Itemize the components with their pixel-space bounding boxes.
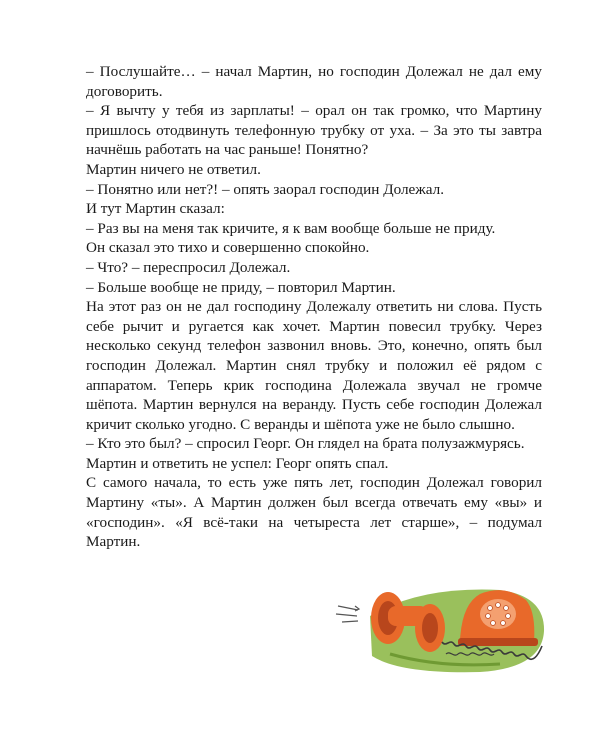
paragraph-5: И тут Мартин сказал: — [86, 200, 225, 218]
paragraph-4: – Понятно или нет?! – опять заорал господин Долежал. — [86, 180, 445, 198]
telephone-off-hook-icon — [330, 576, 550, 676]
paragraph-2: – Я вычту у тебя из зарплаты! – орал он так громко, что Мартину пришлось отодвинуть телефонную трубку от уха. – За это ты завтра начнёшь работать на час раньше! Понятно? — [86, 102, 542, 159]
paragraph-11: – Кто это был? – спросил Георг. Он глядел на брата полузажмурясь. — [86, 435, 525, 453]
paragraph-12: Мартин и ответить не успел: Георг опять спал. — [86, 454, 389, 472]
paragraph-10: На этот раз он не дал господину Долежалу ответить ни слова. Пусть себе рычит и ругается как хочет. Мартин повесил трубку. Через несколько секунд телефон зазвонил вновь. Это, конечно, опять был господин Долежал. Мартин снял трубку и положил её рядом с аппаратом. Теперь крик господина Долежала звучал не громче шёпота. Мартин вернулся на веранду. Пусть себе господин Долежал кричит сколько угодно. С веранды и шёпота уже не было слышно. — [86, 298, 542, 433]
paragraph-7: Он сказал это тихо и совершенно спокойно. — [86, 239, 370, 257]
sound-lines — [336, 606, 359, 622]
paragraph-6: – Раз вы на меня так кричите, я к вам вообще больше не приду. — [86, 219, 496, 237]
paragraph-13: С самого начала, то есть уже пять лет, господин Долежал говорил Мартину «ты». А Мартин должен был всегда отвечать ему «вы» и «господин». «Я всё-таки на четыреста лет старше», – подумал Мартин. — [86, 474, 542, 551]
story-text — [86, 62, 542, 552]
paragraph-1: – Послушайте… – начал Мартин, но господин Долежал не дал ему договорить. — [86, 63, 542, 100]
paragraph-3: Мартин ничего не ответил. — [86, 160, 261, 178]
paragraph-8: – Что? – переспросил Долежал. — [86, 258, 291, 276]
paragraph-9: – Больше вообще не приду, – повторил Мартин. — [86, 278, 396, 296]
